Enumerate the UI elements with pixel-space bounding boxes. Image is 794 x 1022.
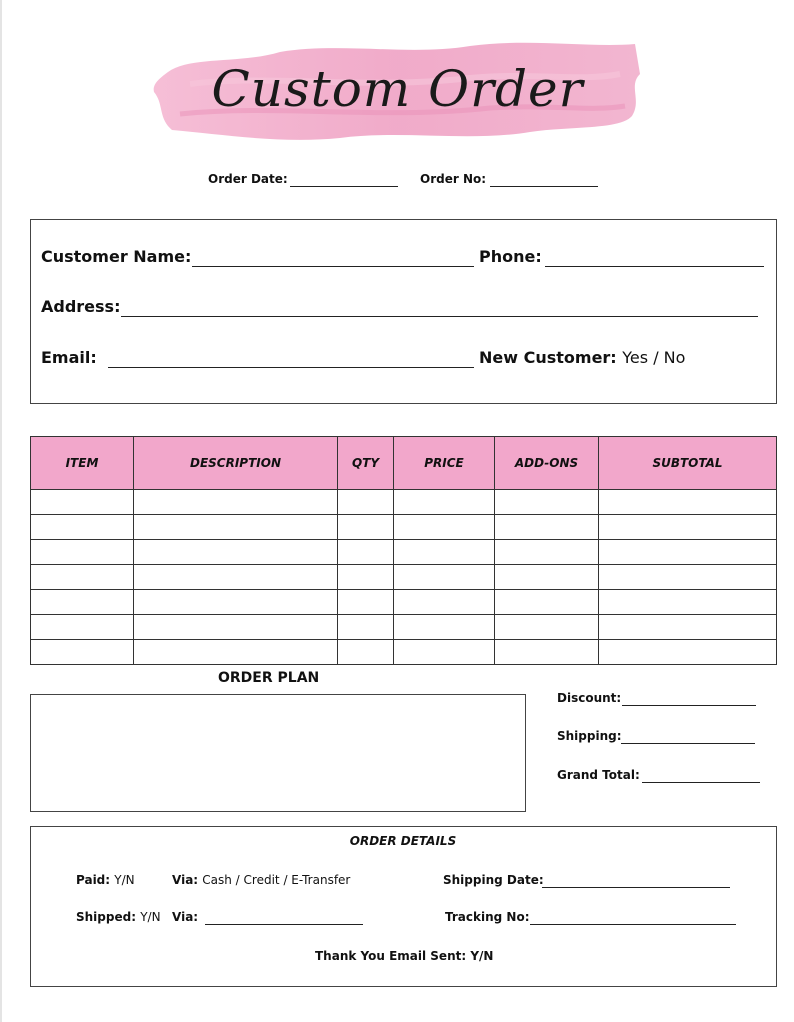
table-cell[interactable] — [134, 590, 338, 615]
table-row — [31, 565, 777, 590]
table-cell[interactable] — [31, 490, 134, 515]
column-header-qty: QTY — [338, 437, 394, 490]
table-cell[interactable] — [338, 615, 394, 640]
title-banner — [150, 34, 645, 146]
paid-label: Paid: — [76, 873, 111, 887]
table-cell[interactable] — [134, 515, 338, 540]
column-header-price: PRICE — [394, 437, 495, 490]
table-cell[interactable] — [495, 490, 599, 515]
table-cell[interactable] — [495, 590, 599, 615]
order-plan-box[interactable] — [30, 694, 526, 812]
order-date-label: Order Date: — [208, 172, 288, 186]
table-row — [31, 615, 777, 640]
address-field[interactable] — [121, 316, 758, 317]
table-cell[interactable] — [599, 590, 777, 615]
shipped-field[interactable] — [76, 910, 161, 924]
paid-field[interactable] — [76, 873, 135, 887]
table-cell[interactable] — [338, 590, 394, 615]
table-cell[interactable] — [599, 515, 777, 540]
table-cell[interactable] — [394, 590, 495, 615]
table-cell[interactable] — [394, 615, 495, 640]
table-cell[interactable] — [31, 615, 134, 640]
table-row — [31, 640, 777, 665]
shipped-label: Shipped: — [76, 910, 137, 924]
page-edge — [0, 0, 2, 1022]
table-cell[interactable] — [31, 515, 134, 540]
phone-label: Phone: — [479, 247, 542, 266]
table-cell[interactable] — [134, 640, 338, 665]
table-cell[interactable] — [394, 515, 495, 540]
discount-field[interactable] — [622, 705, 756, 706]
table-cell[interactable] — [134, 490, 338, 515]
table-cell[interactable] — [599, 540, 777, 565]
grand-total-field[interactable] — [642, 782, 760, 783]
customer-name-field[interactable] — [192, 266, 474, 267]
thank-you-email-value: Y/N — [470, 949, 494, 963]
order-details-title: ORDER DETAILS — [349, 834, 457, 848]
payment-via-value: Cash / Credit / E-Transfer — [202, 873, 351, 887]
table-cell[interactable] — [31, 565, 134, 590]
new-customer-label-text: New Customer: — [479, 348, 617, 367]
table-row — [31, 590, 777, 615]
order-plan-title: ORDER PLAN — [218, 670, 320, 686]
order-no-label: Order No: — [420, 172, 487, 186]
column-header-subtotal: SUBTOTAL — [599, 437, 777, 490]
table-cell[interactable] — [31, 540, 134, 565]
customer-name-label: Customer Name: — [41, 247, 192, 266]
table-cell[interactable] — [134, 565, 338, 590]
table-cell[interactable] — [394, 640, 495, 665]
table-cell[interactable] — [599, 615, 777, 640]
email-field[interactable] — [108, 367, 474, 368]
table-cell[interactable] — [599, 640, 777, 665]
shipping-label: Shipping: — [557, 729, 622, 743]
order-date-field[interactable] — [290, 186, 398, 187]
table-cell[interactable] — [495, 540, 599, 565]
table-cell[interactable] — [394, 565, 495, 590]
table-cell[interactable] — [338, 640, 394, 665]
column-header-add-ons: ADD-ONS — [495, 437, 599, 490]
shipped-via-label: Via: — [172, 910, 199, 924]
items-header-row — [31, 437, 777, 490]
new-customer-label — [479, 348, 685, 367]
table-cell[interactable] — [599, 565, 777, 590]
order-no-field[interactable] — [490, 186, 598, 187]
table-cell[interactable] — [31, 640, 134, 665]
email-label: Email: — [41, 348, 97, 367]
table-cell[interactable] — [599, 490, 777, 515]
new-customer-options[interactable]: Yes / No — [622, 348, 686, 367]
table-cell[interactable] — [394, 490, 495, 515]
table-cell[interactable] — [134, 540, 338, 565]
table-cell[interactable] — [338, 565, 394, 590]
address-label: Address: — [41, 297, 121, 316]
discount-label: Discount: — [557, 691, 622, 705]
tracking-no-field[interactable] — [530, 924, 736, 925]
table-row — [31, 540, 777, 565]
shipping-field[interactable] — [621, 743, 755, 744]
table-cell[interactable] — [134, 615, 338, 640]
payment-via-field[interactable] — [172, 873, 350, 887]
table-cell[interactable] — [495, 640, 599, 665]
table-row — [31, 515, 777, 540]
thank-you-email-label: Thank You Email Sent: — [315, 949, 467, 963]
shipping-date-label: Shipping Date: — [443, 873, 544, 887]
tracking-no-label: Tracking No: — [445, 910, 530, 924]
column-header-description: DESCRIPTION — [134, 437, 338, 490]
table-cell[interactable] — [338, 540, 394, 565]
thank-you-email-field[interactable] — [315, 949, 493, 963]
table-cell[interactable] — [338, 490, 394, 515]
shipped-value: Y/N — [140, 910, 161, 924]
table-cell[interactable] — [495, 565, 599, 590]
grand-total-label: Grand Total: — [557, 768, 640, 782]
table-cell[interactable] — [394, 540, 495, 565]
table-cell[interactable] — [31, 590, 134, 615]
table-cell[interactable] — [338, 515, 394, 540]
paid-value: Y/N — [114, 873, 135, 887]
table-cell[interactable] — [495, 615, 599, 640]
table-row — [31, 490, 777, 515]
page-title: Custom Order — [211, 60, 584, 118]
table-cell[interactable] — [495, 515, 599, 540]
payment-via-label: Via: — [172, 873, 199, 887]
column-header-item: ITEM — [31, 437, 134, 490]
shipped-via-field[interactable] — [205, 924, 363, 925]
items-table — [30, 436, 777, 665]
phone-field[interactable] — [545, 266, 764, 267]
shipping-date-field[interactable] — [542, 887, 730, 888]
